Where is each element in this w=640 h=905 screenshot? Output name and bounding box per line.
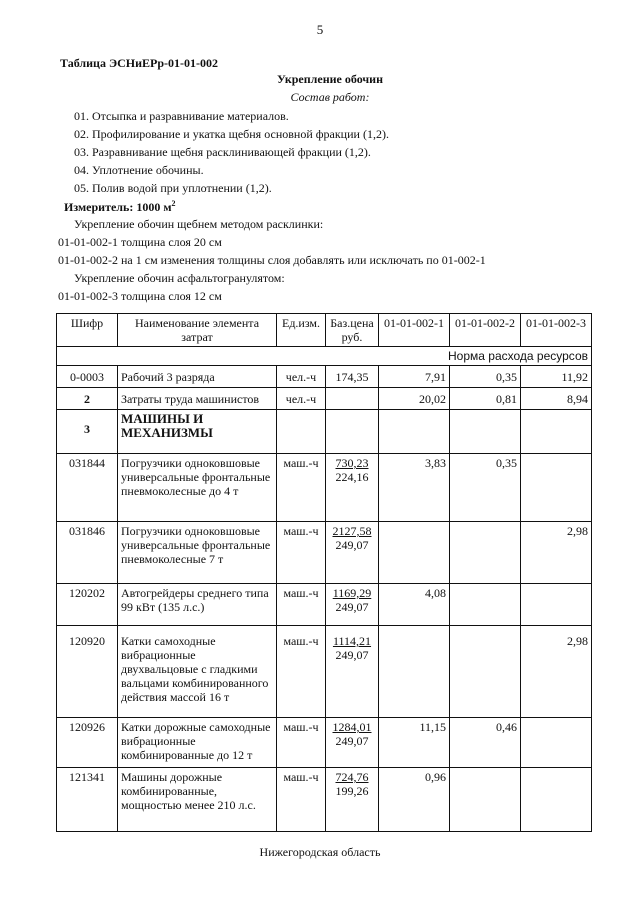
row-code: 2 <box>57 388 118 410</box>
work-item: 01. Отсыпка и разравнивание материалов. <box>74 109 289 123</box>
row-value-3: 11,92 <box>521 366 592 388</box>
empty-cell <box>326 410 379 454</box>
row-unit: чел.-ч <box>277 366 326 388</box>
row-name: Рабочий 3 разряда <box>118 366 277 388</box>
row-value-1: 11,15 <box>379 718 450 768</box>
row-name: Погрузчики одноковшовые универсальные фронтальные пневмоколесные 7 т <box>118 522 277 584</box>
table-row <box>57 768 592 832</box>
table-row <box>57 410 592 454</box>
row-unit: маш.-ч <box>277 626 326 718</box>
row-value-3 <box>521 718 592 768</box>
row-value-2 <box>450 522 521 584</box>
row-unit: маш.-ч <box>277 454 326 522</box>
row-name: МАШИНЫ И МЕХАНИЗМЫ <box>118 410 277 454</box>
row-value-2: 0,81 <box>450 388 521 410</box>
row-value-1: 0,96 <box>379 768 450 832</box>
row-price-secondary: 224,16 <box>335 470 369 484</box>
work-item: 03. Разравнивание щебня расклинивающей фракции (1,2). <box>74 145 371 159</box>
row-value-3: 8,94 <box>521 388 592 410</box>
row-value-2 <box>450 768 521 832</box>
row-value-3 <box>521 584 592 626</box>
row-price-secondary: 249,07 <box>335 538 369 552</box>
table-title: Таблица ЭСНиЕРр-01-01-002 <box>60 56 219 70</box>
table-row <box>57 454 592 522</box>
norma-label: Норма расхода ресурсов <box>57 347 592 366</box>
row-unit: маш.-ч <box>277 584 326 626</box>
row-price-secondary: 249,07 <box>335 600 369 614</box>
header-col-1: 01-01-002-1 <box>379 314 450 347</box>
table-row <box>57 584 592 626</box>
row-value-3: 2,98 <box>521 626 592 718</box>
row-value-2: 0,35 <box>450 454 521 522</box>
work-item: 05. Полив водой при уплотнении (1,2). <box>74 181 272 195</box>
table-row <box>57 388 592 410</box>
empty-cell <box>450 410 521 454</box>
resource-table <box>56 313 592 832</box>
row-name: Катки дорожные самоходные вибрационные комбинированные до 12 т <box>118 718 277 768</box>
row-value-1: 4,08 <box>379 584 450 626</box>
row-code: 120926 <box>57 718 118 768</box>
row-price: 1114,21 <box>332 634 372 648</box>
description-line: 01-01-002-2 на 1 см изменения толщины слоя добавлять или исключать по 01-002-1 <box>58 253 486 267</box>
row-price-secondary: 199,26 <box>335 784 369 798</box>
row-name: Машины дорожные комбинированные, мощностью менее 210 л.с. <box>118 768 277 832</box>
row-price: 2127,58 <box>332 524 372 538</box>
row-code: 031844 <box>57 454 118 522</box>
table-row <box>57 626 592 718</box>
row-code: 120202 <box>57 584 118 626</box>
row-value-2 <box>450 584 521 626</box>
works-title: Состав работ: <box>290 90 370 104</box>
page-number: 5 <box>316 22 324 37</box>
row-unit: маш.-ч <box>277 768 326 832</box>
footer-region: Нижегородская область <box>259 845 381 859</box>
row-name: Погрузчики одноковшовые универсальные фронтальные пневмоколесные до 4 т <box>118 454 277 522</box>
description-line: 01-01-002-1 толщина слоя 20 см <box>58 235 222 249</box>
header-col-2: 01-01-002-2 <box>450 314 521 347</box>
norma-row <box>57 347 592 366</box>
header-code: Шифр <box>57 314 118 347</box>
empty-cell <box>521 410 592 454</box>
row-price: 174,35 <box>326 366 379 388</box>
row-value-2 <box>450 626 521 718</box>
measure-unit: Измеритель: 1000 $м^2$ <box>64 199 176 214</box>
header-name: Наименование элемента затрат <box>118 314 277 347</box>
row-unit: маш.-ч <box>277 522 326 584</box>
row-price: 724,76 <box>335 770 369 784</box>
section-title: Укрепление обочин <box>277 72 383 86</box>
row-value-1 <box>379 626 450 718</box>
row-name: Катки самоходные вибрационные двухвальцовые с гладкими вальцами комбинированного действия массой 16 т <box>118 626 277 718</box>
row-value-1 <box>379 522 450 584</box>
row-price: 730,23 <box>335 456 369 470</box>
row-code: 120920 <box>57 626 118 718</box>
row-price <box>326 388 379 410</box>
row-name: Затраты труда машинистов <box>118 388 277 410</box>
row-value-3 <box>521 454 592 522</box>
work-item: 02. Профилирование и укатка щебня основной фракции (1,2). <box>74 127 389 141</box>
row-code: 3 <box>57 410 118 454</box>
row-value-3: 2,98 <box>521 522 592 584</box>
table-row <box>57 522 592 584</box>
row-unit: маш.-ч <box>277 718 326 768</box>
table-row <box>57 718 592 768</box>
table-row <box>57 366 592 388</box>
description-line: Укрепление обочин асфальтогранулятом: <box>74 271 285 285</box>
row-code: 121341 <box>57 768 118 832</box>
header-price: Баз.цена руб. <box>326 314 379 347</box>
row-code: 0-0003 <box>57 366 118 388</box>
row-value-1: 20,02 <box>379 388 450 410</box>
row-name: Автогрейдеры среднего типа 99 кВт (135 л.с.) <box>118 584 277 626</box>
work-item: 04. Уплотнение обочины. <box>74 163 204 177</box>
row-price: 1284,01 <box>332 720 372 734</box>
header-unit: Ед.изм. <box>277 314 326 347</box>
row-value-2: 0,46 <box>450 718 521 768</box>
description-line: Укрепление обочин щебнем методом расклинки: <box>74 217 324 231</box>
row-value-3 <box>521 768 592 832</box>
row-price: 1169,29 <box>332 586 372 600</box>
empty-cell <box>277 410 326 454</box>
row-unit: чел.-ч <box>277 388 326 410</box>
row-value-2: 0,35 <box>450 366 521 388</box>
table-header-row <box>57 314 592 347</box>
row-price-secondary: 249,07 <box>335 648 369 662</box>
row-value-1: 3,83 <box>379 454 450 522</box>
row-value-1: 7,91 <box>379 366 450 388</box>
row-price-secondary: 249,07 <box>335 734 369 748</box>
row-code: 031846 <box>57 522 118 584</box>
header-col-3: 01-01-002-3 <box>521 314 592 347</box>
description-line: 01-01-002-3 толщина слоя 12 см <box>58 289 222 303</box>
empty-cell <box>379 410 450 454</box>
